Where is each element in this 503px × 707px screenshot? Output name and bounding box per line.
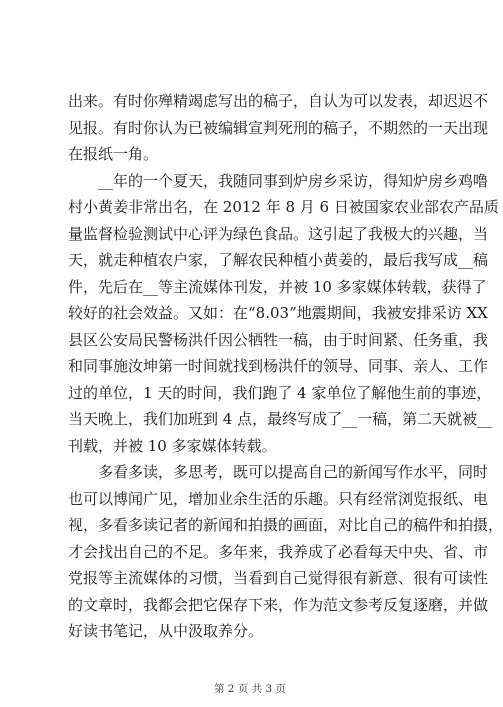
paragraph-line: 和同事施汝坤第一时间就找到杨洪仟的领导、同事、亲人、工作 [68, 357, 489, 375]
paragraph-line: 件，先后在__等主流媒体刊发，并被 10 多家媒体转载，获得了 [68, 277, 487, 296]
paragraph-line: 见报。有时你认为已被编辑宣判死刑的稿子，不期然的一天出现 [68, 118, 489, 137]
paragraph-line: 党报等主流媒体的习惯，当看到自己觉得很有新意、很有可读性 [68, 569, 489, 587]
paragraph-line: 量监督检验测试中心评为绿色食品。这引起了我极大的兴趣，当 [68, 224, 489, 243]
paragraph-line: 出来。有时你殚精竭虑写出的稿子，自认为可以发表，却迟迟不 [68, 92, 489, 110]
paragraph-line: 的文章时，我都会把它保存下来，作为范文参考反复逐磨，并做 [68, 595, 489, 614]
body-text [68, 88, 503, 645]
paragraph-line: 才会找出自己的不足。多年来，我养成了必看每天中央、省、市 [68, 542, 489, 561]
paragraph-1 [68, 88, 489, 168]
paragraph-line: 村小黄姜非常出名，在 2012 年 8 月 6 日被国家农业部农产品质 [68, 198, 499, 216]
paragraph-3 [68, 459, 503, 645]
paragraph-line: 县区公安局民警杨洪仟因公牺牲一稿，由于时间紧、任务重，我 [68, 330, 489, 349]
paragraph-line: 较好的社会效益。又如：在“8.03”地震期间，我被安排采访 XX [68, 304, 488, 322]
paragraph-line: 过的单位，1 天的时间，我们跑了 4 家单位了解他生前的事迹， [68, 383, 492, 402]
page-number: 第 2 页 共 3 页 [213, 683, 287, 695]
paragraph-line: 多看多读，多思考，既可以提高自己的新闻写作水平，同时 [98, 463, 489, 481]
paragraph-line: 也可以博闻广见，增加业余生活的乐趣。只有经常浏览报纸、电 [68, 489, 489, 508]
paragraph-2 [68, 168, 499, 460]
paragraph-line: 天，就走种植农户家，了解农民种植小黄姜的，最后我写成__稿 [68, 251, 489, 269]
paragraph-line: 刊载，并被 10 多家媒体转载。 [68, 436, 277, 455]
paragraph-line: 当天晚上，我们加班到 4 点，最终写成了__一稿，第二天就被__ [68, 410, 493, 428]
paragraph-line: __年的一个夏天，我随同事到炉房乡采访，得知炉房乡鸡噜 [98, 171, 489, 190]
paragraph-line: 视，多看多读记者的新闻和拍摄的画面，对比自己的稿件和拍摄， [68, 516, 503, 534]
paragraph-line: 在报纸一角。 [68, 145, 159, 163]
paragraph-line: 好读书笔记，从中汲取养分。 [68, 622, 264, 640]
page-footer [0, 681, 500, 696]
